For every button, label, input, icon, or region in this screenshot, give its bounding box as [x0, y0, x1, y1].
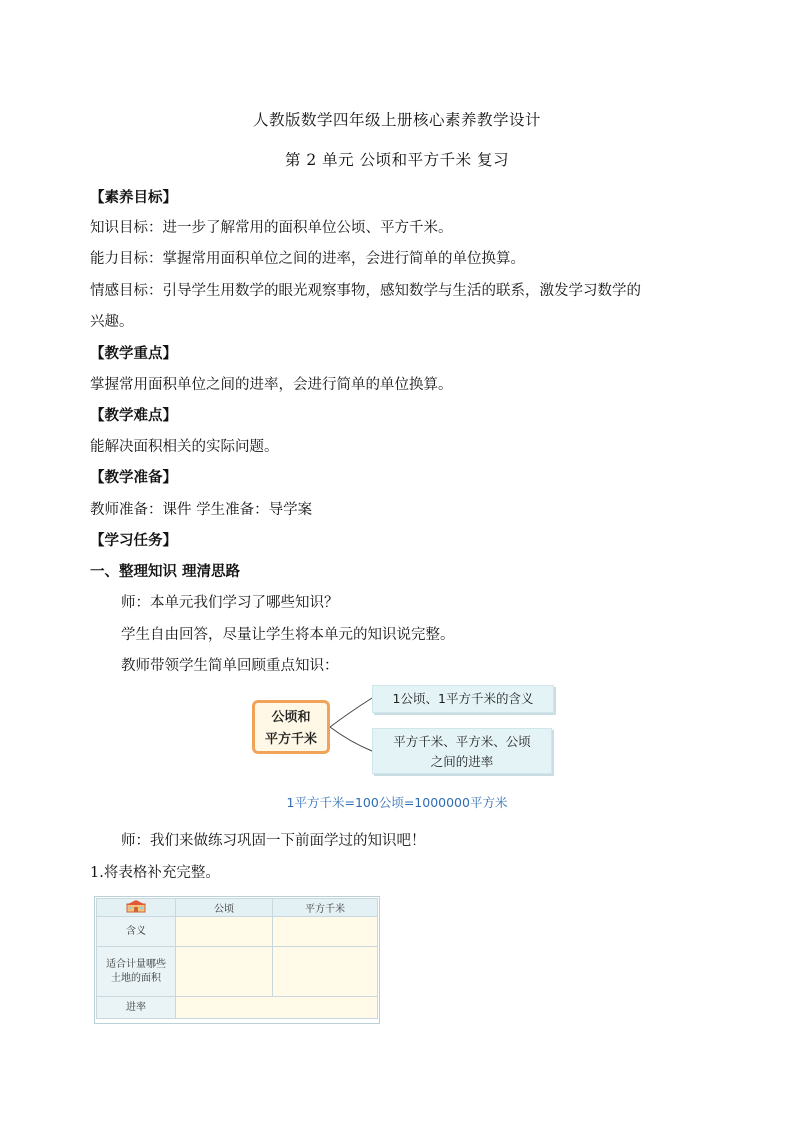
document-title: 人教版数学四年级上册核心素养教学设计	[252, 111, 541, 129]
teacher-review: 教师带领学生简单回顾重点知识：	[121, 658, 339, 674]
goal-ability: 能力目标：掌握常用面积单位之间的进率，会进行简单的单位换算。	[90, 251, 525, 267]
row-usage-line1: 适合计量哪些	[106, 958, 166, 970]
row-meaning: 含义	[97, 917, 176, 947]
key-heading: 【教学重点】	[90, 346, 177, 362]
key-text: 掌握常用面积单位之间的进率，会进行简单的单位换算。	[90, 377, 453, 393]
part1-heading: 一、整理知识 理清思路	[90, 564, 241, 580]
table-row	[97, 947, 378, 997]
mindmap-center-node	[252, 700, 330, 754]
table-row	[97, 997, 378, 1019]
prep-heading: 【教学准备】	[90, 470, 177, 486]
mindmap-branch-meaning: 1公顷、1平方千米的含义	[372, 685, 554, 713]
exercise-1: 1.将表格补充完整。	[90, 865, 220, 881]
cell-rate[interactable]	[176, 997, 378, 1019]
prep-text: 教师准备：课件 学生准备：导学案	[90, 502, 313, 518]
task-heading: 【学习任务】	[90, 533, 177, 549]
goals-heading: 【素养目标】	[90, 190, 177, 206]
cell-hectare-usage[interactable]	[176, 947, 273, 997]
row-usage-line2: 土地的面积	[111, 972, 161, 984]
col-sq-km: 平方千米	[273, 899, 378, 917]
goal-emotion: 情感目标：引导学生用数学的眼光观察事物，感知数学与生活的联系，激发学习数学的	[90, 283, 641, 299]
cell-hectare-meaning[interactable]	[176, 917, 273, 947]
fill-in-table	[96, 898, 378, 1019]
school-icon	[97, 899, 176, 917]
goal-emotion-cont: 兴趣。	[90, 314, 134, 330]
col-hectare: 公顷	[176, 899, 273, 917]
mindmap-branch-rate	[372, 728, 552, 774]
row-rate: 进率	[97, 997, 176, 1019]
row-usage	[97, 947, 176, 997]
branch2-line1: 平方千米、平方米、公顷	[393, 734, 531, 749]
document-subtitle: 第 2 单元 公顷和平方千米 复习	[284, 151, 510, 169]
conversion-formula: 1平方千米=100公顷=1000000平方米	[286, 795, 508, 810]
cell-sqkm-usage[interactable]	[273, 947, 378, 997]
branch2-line2: 之间的进率	[430, 754, 494, 769]
center-line1: 公顷和	[271, 710, 311, 725]
cell-sqkm-meaning[interactable]	[273, 917, 378, 947]
teacher-question: 师：本单元我们学习了哪些知识？	[121, 595, 339, 611]
goal-knowledge: 知识目标：进一步了解常用的面积单位公顷、平方千米。	[90, 220, 453, 236]
student-answer: 学生自由回答，尽量让学生将本单元的知识说完整。	[121, 627, 455, 643]
table-row	[97, 917, 378, 947]
table-header-row	[97, 899, 378, 917]
difficulty-text: 能解决面积相关的实际问题。	[90, 439, 279, 455]
center-line2: 平方千米	[264, 732, 317, 747]
teacher-practice: 师：我们来做练习巩固一下前面学过的知识吧！	[121, 833, 426, 849]
difficulty-heading: 【教学难点】	[90, 408, 177, 424]
